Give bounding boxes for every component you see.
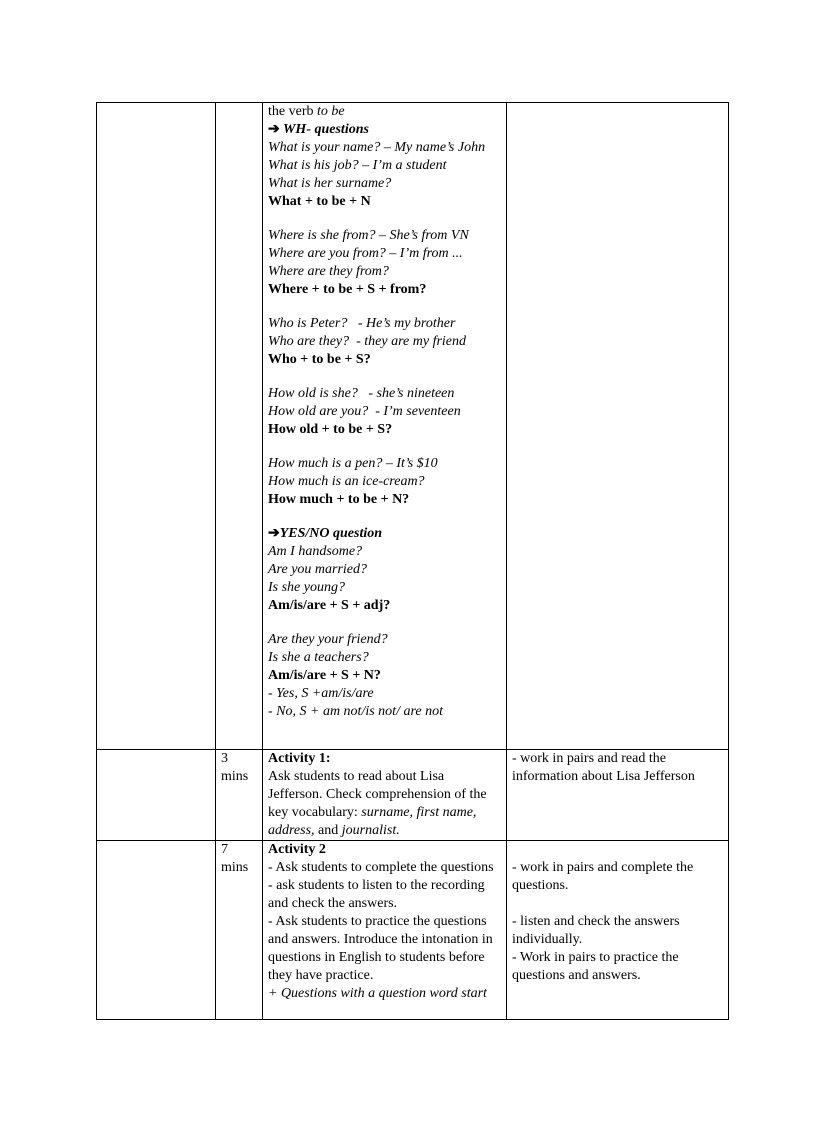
activity-text: + Questions with a question word start xyxy=(268,986,487,1001)
example-line: Is she a teachers? xyxy=(268,650,369,665)
student-text: - work in pairs and complete the questions. xyxy=(512,860,694,893)
example-line: What is his job? – I’m a student xyxy=(268,158,447,173)
formula-line: Am/is/are + S + N? xyxy=(268,668,381,683)
formula-line: Where + to be + S + from? xyxy=(268,282,427,297)
yesno-heading: ➔YES/NO question xyxy=(268,526,383,541)
example-line: What is her surname? xyxy=(268,176,392,191)
activity-text: - Ask students to complete the questions xyxy=(268,860,494,875)
student-text: - Work in pairs to practice the questions and answers. xyxy=(512,950,679,983)
example-line: Are you married? xyxy=(268,562,368,577)
grammar-row xyxy=(97,103,729,750)
arrow-right-icon: ➔ xyxy=(268,122,280,137)
teacher-activity-cell xyxy=(263,750,507,841)
student-text: - work in pairs and read the information about Lisa Jefferson xyxy=(512,751,695,784)
example-line: How old are you? - I’m seventeen xyxy=(268,404,461,419)
time-cell xyxy=(216,103,263,750)
example-line: Are they your friend? xyxy=(268,632,388,647)
example-line: Am I handsome? xyxy=(268,544,363,559)
formula-line: How much + to be + N? xyxy=(268,492,410,507)
answer-line: - Yes, S +am/is/are xyxy=(268,686,374,701)
activity-row xyxy=(97,750,729,841)
example-line: Where is she from? – She’s from VN xyxy=(268,228,469,243)
activity-text: Ask students to read about Lisa Jefferson. Check comprehension of the key vocabulary: surname, first name, address, and journalist. xyxy=(268,769,487,838)
student-cell xyxy=(507,103,729,750)
activity-text: - ask students to listen to the recording and check the answers. xyxy=(268,878,485,911)
arrow-right-icon: ➔ xyxy=(268,526,280,541)
activity-text: - Ask students to practice the questions and answers. Introduce the intonation in questions in English to students before they have practice. xyxy=(268,914,493,983)
example-line: What is your name? – My name’s John xyxy=(268,140,486,155)
activity-row xyxy=(97,841,729,1020)
grammar-cell xyxy=(263,103,507,750)
teacher-activity-cell xyxy=(263,841,507,1020)
formula-line: Am/is/are + S + adj? xyxy=(268,598,391,613)
lesson-plan-table xyxy=(96,102,729,1020)
wh-heading: ➔ WH- questions xyxy=(268,122,369,137)
time-cell: 3 mins xyxy=(216,750,263,841)
student-text: - listen and check the answers individually. xyxy=(512,914,680,947)
example-line: How much is an ice-cream? xyxy=(268,474,425,489)
activity-title: Activity 1: xyxy=(268,751,331,766)
example-line: Where are they from? xyxy=(268,264,389,279)
formula-line: How old + to be + S? xyxy=(268,422,393,437)
empty-cell xyxy=(97,841,216,1020)
student-activity-cell xyxy=(507,841,729,1020)
answer-line: - No, S + am not/is not/ are not xyxy=(268,704,443,719)
example-line: Is she young? xyxy=(268,580,345,595)
activity-title: Activity 2 xyxy=(268,842,326,857)
intro-line: the verb to be xyxy=(268,104,345,119)
example-line: How old is she? - she’s nineteen xyxy=(268,386,455,401)
formula-line: What + to be + N xyxy=(268,194,371,209)
empty-cell xyxy=(97,103,216,750)
example-line: How much is a pen? – It’s $10 xyxy=(268,456,438,471)
example-line: Who is Peter? - He’s my brother xyxy=(268,316,456,331)
example-line: Where are you from? – I’m from ... xyxy=(268,246,463,261)
student-activity-cell xyxy=(507,750,729,841)
example-line: Who are they? - they are my friend xyxy=(268,334,467,349)
time-cell: 7 mins xyxy=(216,841,263,1020)
empty-cell xyxy=(97,750,216,841)
formula-line: Who + to be + S? xyxy=(268,352,371,367)
